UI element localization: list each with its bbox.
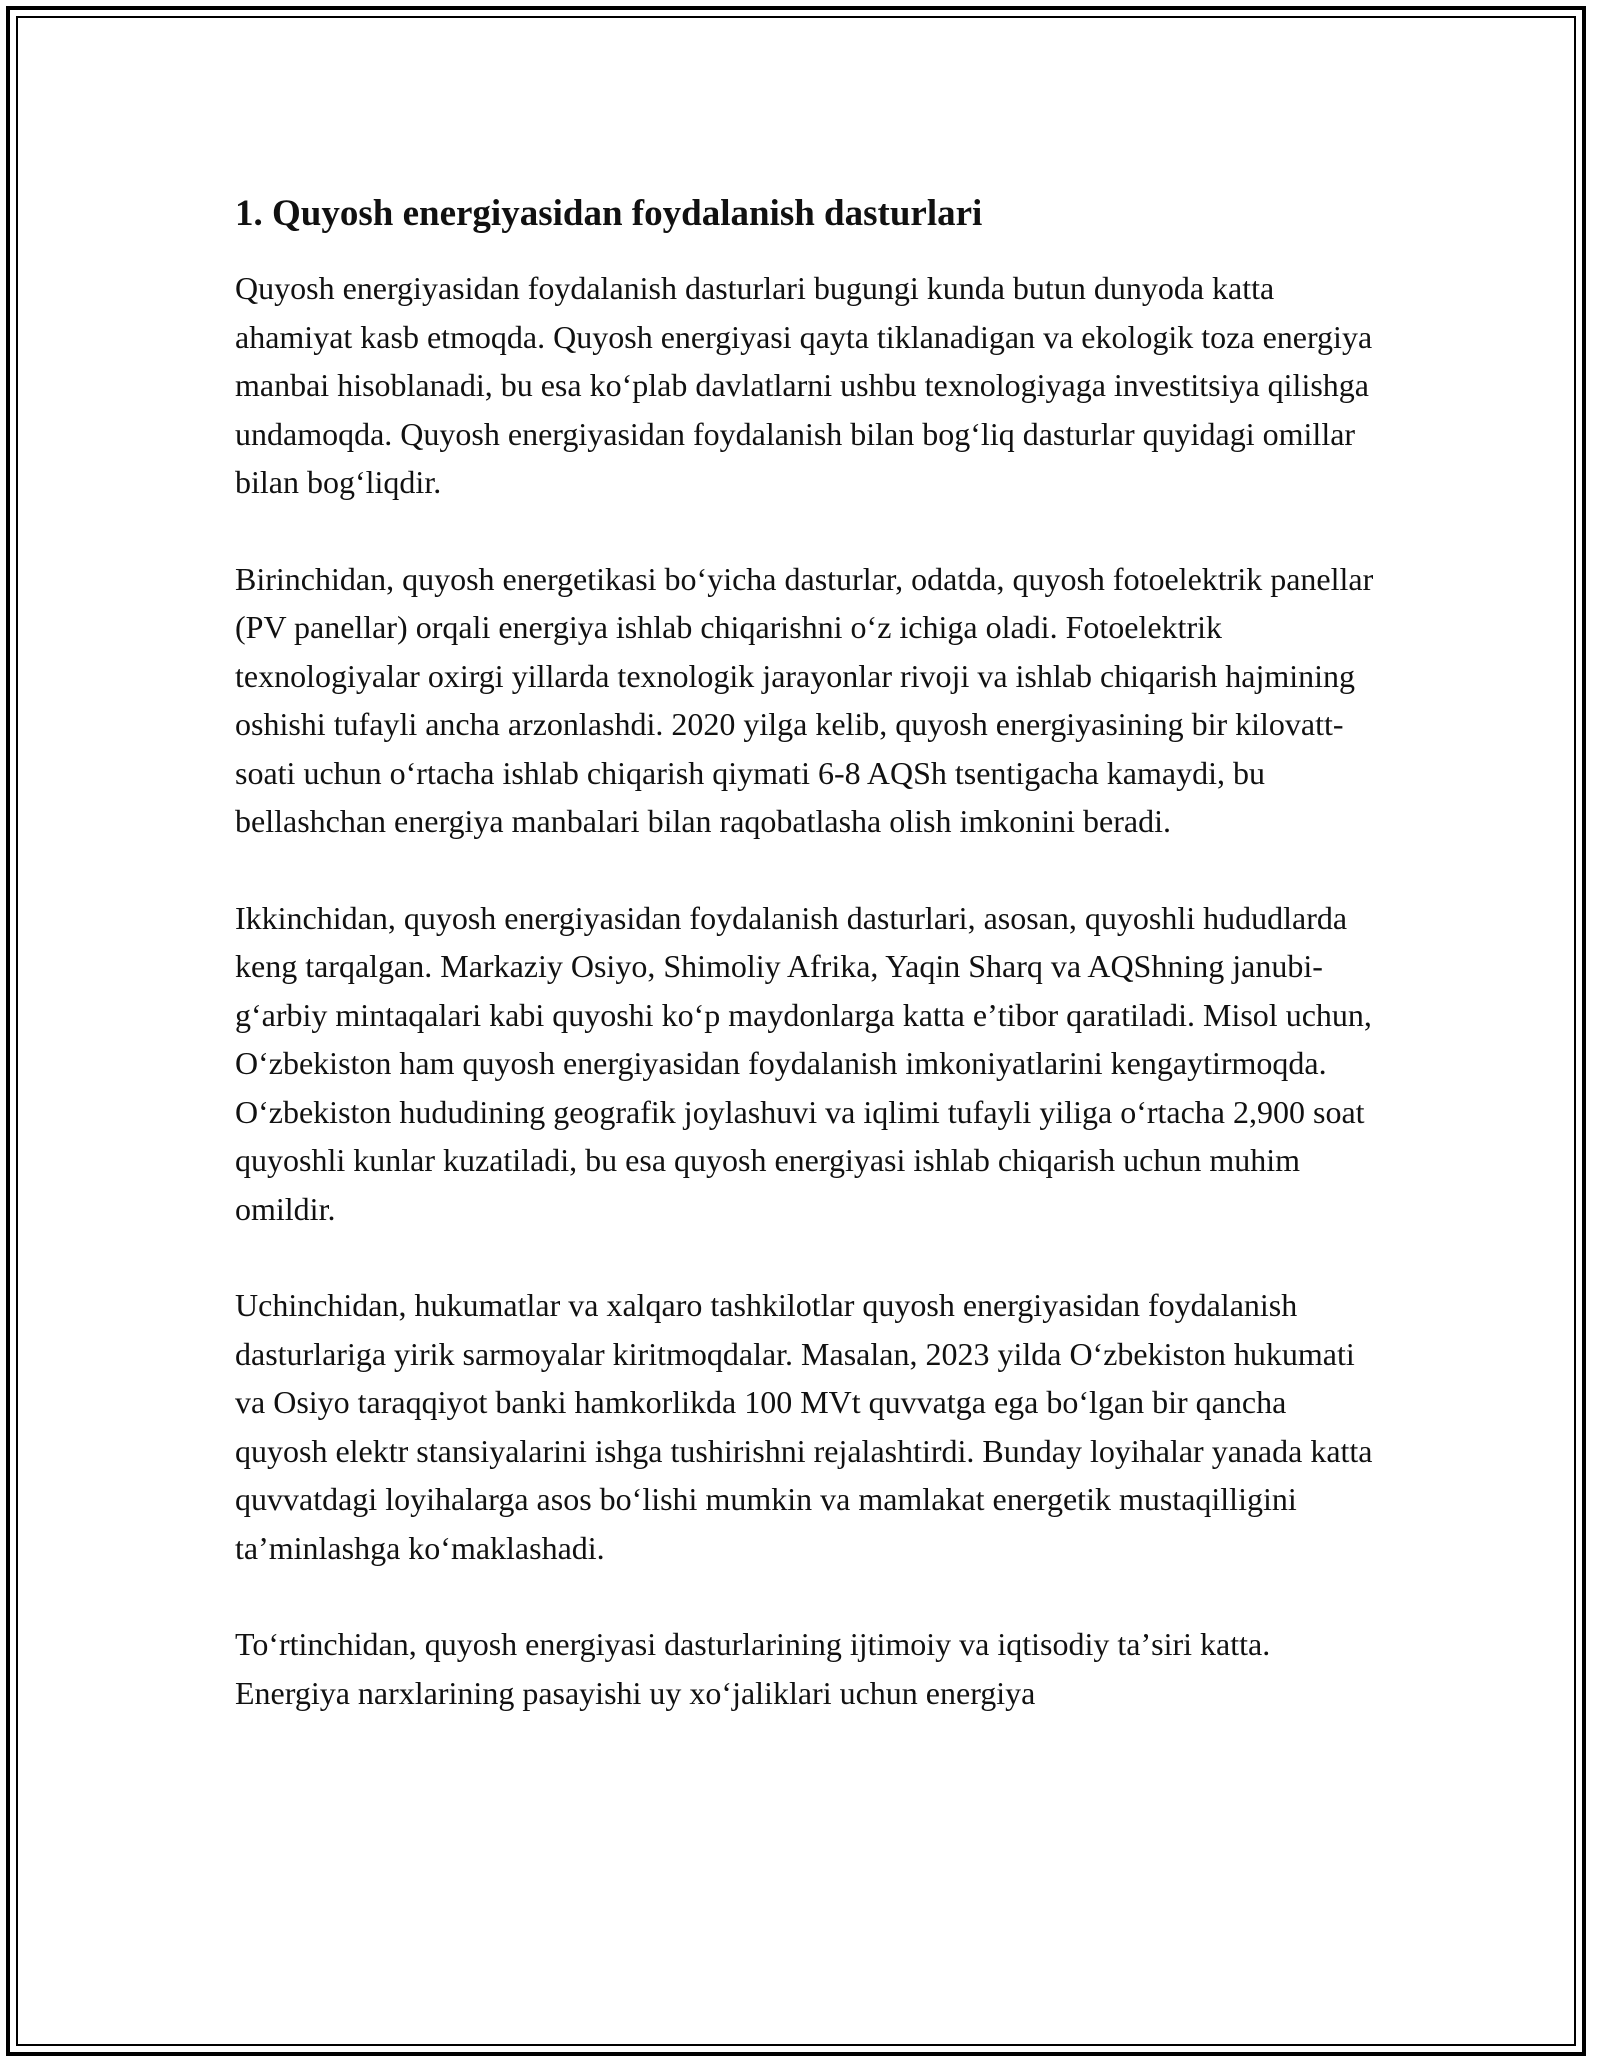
- paragraph-fourth: Toʻrtinchidan, quyosh energiyasi dasturlarining ijtimoiy va iqtisodiy taʼsiri katta. Energiya narxlarining pasayishi uy xoʻjaliklari uchun energiya: [235, 1626, 1271, 1711]
- paragraph-first: Birinchidan, quyosh energetikasi boʻyicha dasturlar, odatda, quyosh fotoelektrik panellar (PV panellar) orqali energiya ishlab chiqarishni oʻz ichiga oladi. Fotoelektrik texnologiyalar oxirgi yillarda texnologik jarayonlar rivoji va ishlab chiqarish hajmining oshishi tufayli ancha arzonlashdi. 2020 yilga kelib, quyosh energiyasining bir kilovatt-soati uchun oʻrtacha ishlab chiqarish qiymati 6-8 AQSh tsentigacha kamaydi, bu bellashchan energiya manbalari bilan raqobatlasha olish imkonini beradi.: [235, 560, 1374, 839]
- paragraph-third: Uchinchidan, hukumatlar va xalqaro tashkilotlar quyosh energiyasidan foydalanish dasturlariga yirik sarmoyalar kiritmoqdalar. Masalan, 2023 yilda Oʻzbekiston hukumati va Osiyo taraqqiyot banki hamkorlikda 100 MVt quvvatga ega boʻlgan bir qancha quyosh elektr stansiyalarini ishga tushirishni rejalashtirdi. Bunday loyihalar yanada katta quvvatdagi loyihalarga asos boʻlishi mumkin va mamlakat energetik mustaqilligini taʼminlashga koʻmaklashadi.: [235, 1287, 1373, 1566]
- section-heading: 1. Quyosh energiyasidan foydalanish dasturlari: [235, 193, 983, 234]
- document-body: [235, 186, 1375, 1765]
- paragraph-intro: Quyosh energiyasidan foydalanish dasturlari bugungi kunda butun dunyoda katta ahamiyat kasb etmoqda. Quyosh energiyasi qayta tiklanadigan va ekologik toza energiya manbai hisoblanadi, bu esa koʻplab davlatlarni ushbu texnologiyaga investitsiya qilishga undamoqda. Quyosh energiyasidan foydalanish bilan bogʻliq dasturlar quyidagi omillar bilan bogʻliqdir.: [235, 270, 1373, 500]
- paragraph-second: Ikkinchidan, quyosh energiyasidan foydalanish dasturlari, asosan, quyoshli hududlarda keng tarqalgan. Markaziy Osiyo, Shimoliy Afrika, Yaqin Sharq va AQShning janubi-gʻarbiy mintaqalari kabi quyoshi koʻp maydonlarga katta eʼtibor qaratiladi. Misol uchun, Oʻzbekiston ham quyosh energiyasidan foydalanish imkoniyatlarini kengaytirmoqda. Oʻzbekiston hududining geografik joylashuvi va iqlimi tufayli yiliga oʻrtacha 2,900 soat quyoshli kunlar kuzatiladi, bu esa quyosh energiyasi ishlab chiqarish uchun muhim omildir.: [235, 899, 1372, 1227]
